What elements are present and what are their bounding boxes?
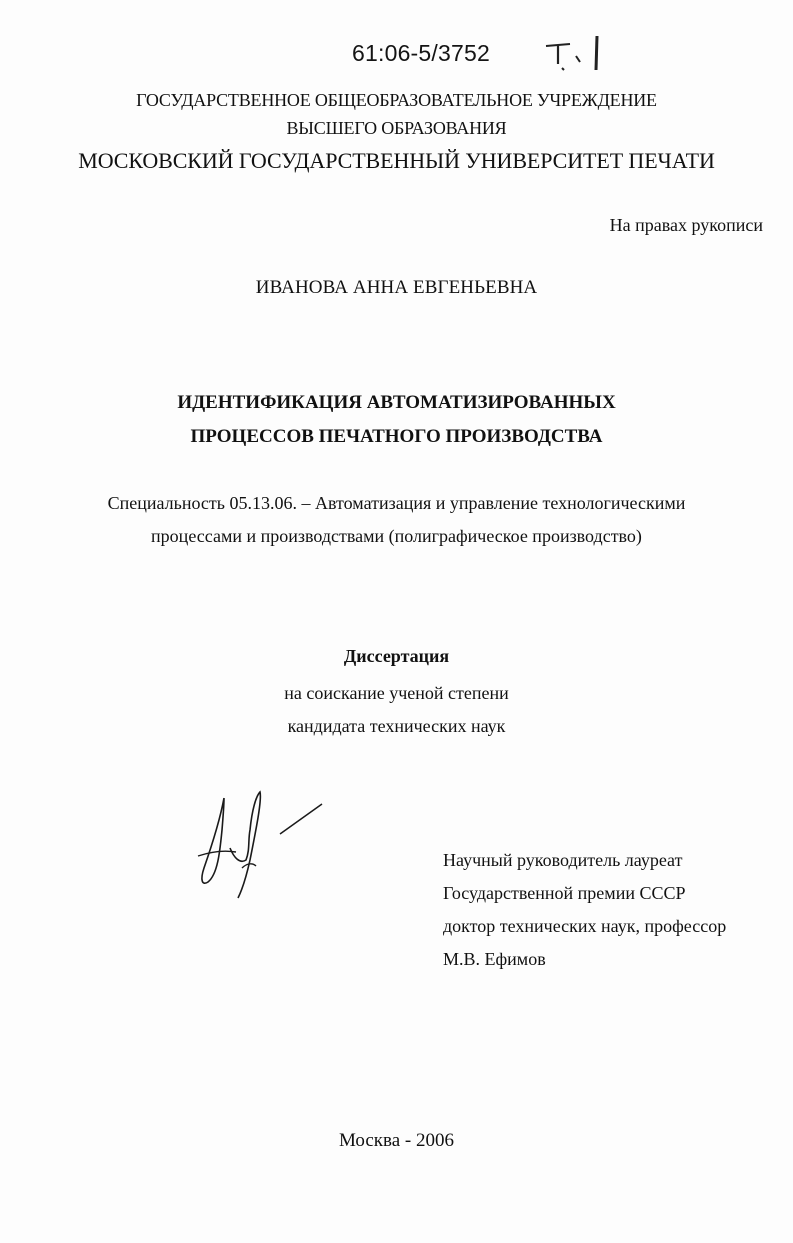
dissertation-type: Диссертация	[343, 646, 450, 666]
supervisor-line-1: Научный руководитель лауреат	[443, 850, 683, 870]
author-signature	[190, 790, 330, 905]
city-year: Москва - 2006	[338, 1130, 455, 1151]
dissertation-title-line-1: ИДЕНТИФИКАЦИЯ АВТОМАТИЗИРОВАННЫХ	[177, 392, 616, 413]
degree-line-2: кандидата технических наук	[287, 716, 506, 736]
degree-line-1: на соискание ученой степени	[284, 683, 509, 703]
handwritten-mark	[540, 34, 610, 74]
supervisor-line-3: доктор технических наук, профессор	[443, 916, 727, 936]
supervisor-name: М.В. Ефимов	[443, 949, 546, 969]
catalog-number: 61:06-5/3752	[352, 40, 490, 66]
institution-line-3: МОСКОВСКИЙ ГОСУДАРСТВЕННЫЙ УНИВЕРСИТЕТ ПЕЧАТИ	[78, 148, 715, 173]
dissertation-title-line-2: ПРОЦЕССОВ ПЕЧАТНОГО ПРОИЗВОДСТВА	[190, 426, 603, 447]
specialty-line-1: Специальность 05.13.06. – Автоматизация и управление технологическими	[107, 493, 686, 513]
supervisor-line-2: Государственной премии СССР	[443, 883, 686, 903]
institution-line-2: ВЫСШЕГО ОБРАЗОВАНИЯ	[286, 118, 507, 138]
rights-notice: На правах рукописи	[609, 215, 763, 235]
author-name: ИВАНОВА АННА ЕВГЕНЬЕВНА	[255, 277, 538, 298]
institution-line-1: ГОСУДАРСТВЕННОЕ ОБЩЕОБРАЗОВАТЕЛЬНОЕ УЧРЕЖДЕНИЕ	[136, 90, 657, 110]
specialty-line-2: процессами и производствами (полиграфическое производство)	[151, 526, 642, 546]
